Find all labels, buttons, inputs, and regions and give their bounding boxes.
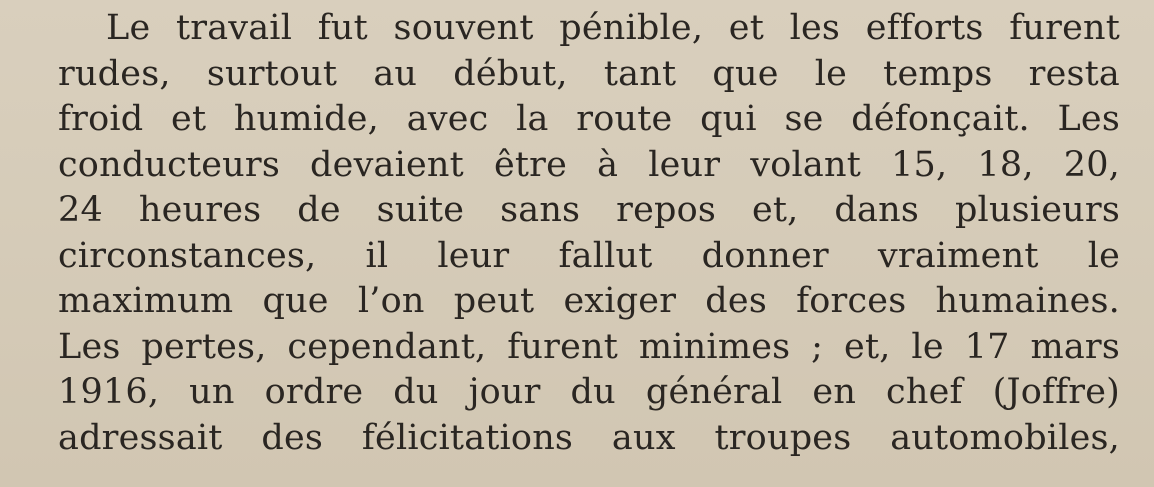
paragraph [58,6,1120,461]
text-line-3: froid et humide, avec la route qui se défonçait. Les [58,99,1120,139]
text-line-1: Le travail fut souvent pénible, et les efforts furent [106,8,1120,48]
text-line-4: conducteurs devaient être à leur volant 15, 18, 20, [58,144,1120,185]
text-line-2: rudes, surtout au début, tant que le temps resta [58,53,1120,94]
text-line-10: adressait des félicitations aux troupes automobiles, [58,417,1120,458]
text-line-8: Les pertes, cependant, furent minimes ; et, le 17 mars [58,326,1120,367]
text-line-5: 24 heures de suite sans repos et, dans plusieurs [58,190,1120,230]
text-line-9: 1916, un ordre du jour du général en chef (Joffre) [58,372,1120,412]
text-line-7: maximum que l’on peut exiger des forces humaines. [58,281,1120,321]
text-line-6: circonstances, il leur fallut donner vraiment le [58,235,1120,276]
